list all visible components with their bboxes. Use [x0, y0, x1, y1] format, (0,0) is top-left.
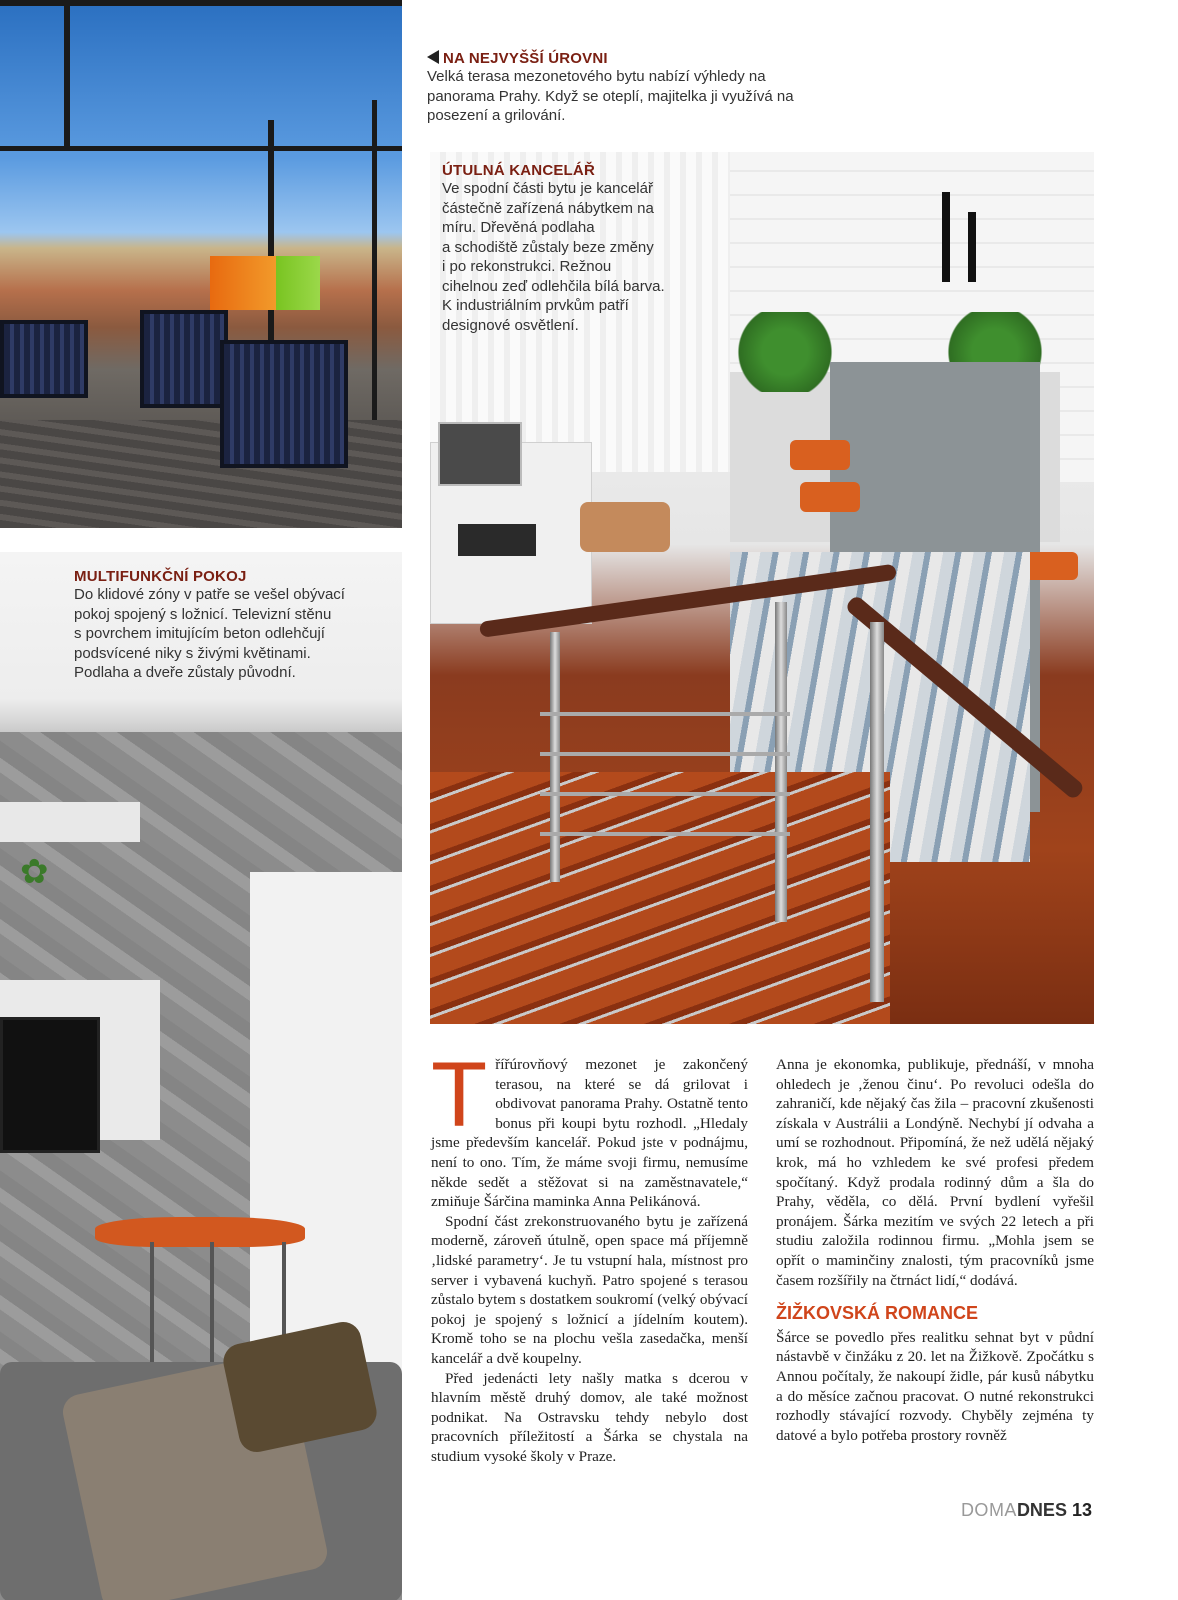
- office-caption-line: i po rekonstrukci. Režnou: [442, 258, 612, 275]
- article-paragraph: Šárce se povedlo přes realitku sehnat byt v půdní nástavbě v činžáku z 20. let na Žižkově. Zpočátku s Annou počítaly, že nakoupí židle, pár kusů nábytku a do měsíce začnou pracovat. O nutné rekonstrukci rozhodly stávající rozvody. Chyběly zejména ty datové a bylo potřeba prostory rovněž: [776, 1328, 1094, 1444]
- article-paragraph: [431, 1044, 748, 1212]
- living-caption-line: pokoj spojený s ložnicí. Televizní stěnu: [74, 605, 332, 623]
- office-caption-title: ÚTULNÁ KANCELÁŘ: [442, 162, 595, 179]
- living-caption-line: s povrchem imitujícím beton odlehčují: [74, 625, 325, 642]
- office-caption-line: Ve spodní části bytu je kancelář: [442, 180, 653, 197]
- pendant-lamp: [968, 212, 976, 282]
- lit-niche: [0, 802, 140, 842]
- article-paragraph: Před jedenácti lety našly matka s dcerou v hlavním městě druhý domov, ale také možnost podnikat. Na Ostravsku tehdy nebylo dost pracovních příležitostí a Šárka se chystala na studium vysoké školy v Praze.: [431, 1369, 748, 1465]
- office-chair: [580, 502, 670, 552]
- living-caption-line: Podlaha a dveře zůstaly původní.: [74, 664, 296, 681]
- drop-cap: T: [431, 1044, 488, 1146]
- article-paragraph: Spodní část zrekonstruovaného bytu je zařízená moderně, zároveň útulně, open space má příjemně ‚lidské parametry‘. Je tu vstupní hala, místnost pro server i vybavená kuchyň. Patro spojené s terasou zůstalo bytem s dostatkem soukromí (velký obývací pokoj je spojený s ložnicí a jídelním koutem). Kromě toho se na plochu vešla zasedačka, menší kancelář a dvě koupelny.: [431, 1212, 748, 1367]
- television: [0, 1017, 100, 1153]
- living-room-photo: [0, 552, 402, 1600]
- terrace-chair: [0, 320, 88, 398]
- terrace-caption: [427, 50, 867, 126]
- office-caption-line: cihelnou zeď odlehčila bílá barva.: [442, 277, 665, 295]
- terrace-chair: [140, 310, 228, 408]
- article-column-2: [776, 1055, 1094, 1445]
- white-door: [250, 872, 402, 1392]
- railing-post: [775, 602, 787, 922]
- railing-bar: [540, 712, 790, 716]
- railing-post: [550, 632, 560, 882]
- living-caption-line: podsvícené niky s živými květinami.: [74, 644, 311, 662]
- terrace-caption-title: [427, 50, 867, 67]
- orange-bar-stool: [790, 440, 850, 470]
- footer-brand-bold: DNES: [1016, 1500, 1067, 1520]
- terrace-caption-line: Velká terasa mezonetového bytu nabízí výhledy na: [427, 68, 766, 85]
- glass-panel: [210, 256, 320, 310]
- office-caption-line: částečně zařízená nábytkem na: [442, 199, 654, 217]
- article-paragraph: Anna je ekonomka, publikuje, přednáší, v mnoha ohledech je ‚ženou činu‘. Po revoluci odešla do zahraničí, kde nějaký čas žila – pracovní zkušenosti získala v Austrálii a Londýně. Nechybí jí odvaha a umí se rozhodnout. Připomíná, že než udělá nějaký krok, má ho vzhledem ke své profesi předem spočítaný. Když prodala rodinný dům a šla do Prahy, věděla, co dělá. První bydlení vyřešil pronájem. Šárka mezitím ve svých 22 letech a při studiu založila rodinnou firmu. „Mohla jsem se opřít o maminčiny znalosti, tým pracovníků jsme časem rozšířily na čtrnáct lidí,“ dodává.: [776, 1056, 1094, 1289]
- office-caption-line: K industriálním prvkům patří: [442, 297, 629, 314]
- office-caption: [442, 162, 712, 335]
- plant-icon: ✿: [20, 853, 49, 891]
- living-caption: [74, 568, 404, 683]
- office-caption-line: míru. Dřevěná podlaha: [442, 219, 595, 236]
- article-column-1: [431, 1044, 748, 1466]
- living-caption-line: Do klidové zóny v patře se vešel obývací: [74, 586, 345, 603]
- page-number: 13: [1071, 1500, 1092, 1520]
- terrace-caption-title-text: NA NEJVYŠŠÍ ÚROVNI: [443, 50, 608, 67]
- railing-bar: [540, 832, 790, 836]
- wooden-staircase: [430, 772, 890, 1024]
- railing-bar: [540, 752, 790, 756]
- pergola-post: [64, 0, 70, 150]
- office-caption-line: designové osvětlení.: [442, 316, 579, 334]
- terrace-caption-line: posezení a grilování.: [427, 107, 566, 124]
- office-caption-line: a schodiště zůstaly beze změny: [442, 238, 654, 256]
- railing-post: [870, 622, 884, 1002]
- pergola-beam: [0, 0, 402, 6]
- pendant-lamp: [942, 192, 950, 282]
- living-caption-title: MULTIFUNKČNÍ POKOJ: [74, 568, 247, 585]
- terrace-chair: [220, 340, 348, 468]
- terrace-photo: [0, 0, 402, 528]
- railing-bar: [540, 792, 790, 796]
- left-arrow-icon: [427, 50, 439, 64]
- orange-stool-seat: [95, 1217, 305, 1247]
- terrace-caption-line: panorama Prahy. Když se oteplí, majitelka ji využívá na: [427, 87, 794, 105]
- stool-leg: [210, 1242, 214, 1362]
- pergola-post: [372, 100, 377, 440]
- stool-leg: [150, 1242, 154, 1382]
- laptop: [438, 422, 522, 486]
- orange-bar-stool: [800, 482, 860, 512]
- footer-brand-light: DOMA: [960, 1500, 1017, 1520]
- article-paragraph-text: řířúrovňový mezonet je zakončený terasou, na které se dá grilovat i obdivovat panorama Prahy. Ostatně tento bonus při koupi bytu rozhodl. „Hledaly jsme především kancelář. Pokud jste v podnájmu, není to ono. Tím, že máme svoji firmu, nemusíme někde sedět a stěžovat si na zaměstnavatele,“ zmiňuje Šárčina maminka Anna Pelikánová.: [431, 1056, 748, 1211]
- page-footer: [961, 1500, 1092, 1521]
- binder: [458, 524, 536, 556]
- pergola-beam: [0, 146, 402, 151]
- article-subheading: ŽIŽKOVSKÁ ROMANCE: [776, 1303, 978, 1324]
